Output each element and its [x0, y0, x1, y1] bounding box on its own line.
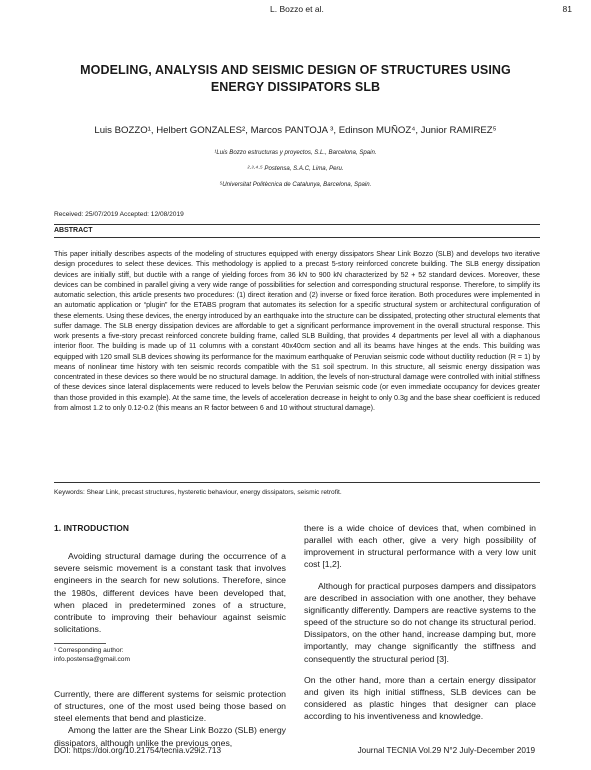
journal-citation: Journal TECNIA Vol.29 N°2 July-December 2019 — [357, 746, 535, 755]
right-paragraph-1: there is a wide choice of devices that, when combined in parallel with each other, give a very high possibility of improvement in structural performance with a very low unit cost [1,2]. — [304, 523, 536, 570]
divider — [54, 237, 540, 238]
left-column-bottom — [54, 688, 286, 749]
page-number: 81 — [562, 4, 572, 14]
paper-title — [30, 62, 561, 96]
left-column-top — [54, 522, 286, 664]
divider — [54, 482, 540, 483]
page-footer — [0, 746, 591, 760]
affiliation-3: ⁵Universitat Politècnica de Catalunya, Barcelona, Spain. — [219, 181, 372, 188]
affiliation-1: ¹Luis Bozzo estructuras y proyectos, S.L., Barcelona, Spain. — [214, 149, 377, 156]
running-head — [0, 4, 591, 18]
footnote-rule — [54, 643, 106, 644]
abstract-text — [54, 249, 540, 413]
keywords: Keywords: Shear Link, precast structures, hysteretic behaviour, energy dissipators, seismic retrofit. — [54, 489, 342, 496]
intro-paragraph-1: Avoiding structural damage during the occurrence of a severe seismic movement is a constant task that involves engineers in the search for new solutions. Therefore, since the 1980s, different devices have been developed that, when placed in predetermined zones of a structure, contribute to improving their behaviour against seismic solicitations. — [54, 551, 286, 635]
intro-paragraph-2: Currently, there are different systems for seismic protection of structures, one of the most used being those based on steel elements that bend and plasticize. — [54, 689, 286, 724]
received-accepted-dates: Received: 25/07/2019 Accepted: 12/08/2019 — [54, 211, 184, 218]
divider — [54, 224, 540, 225]
right-column — [304, 522, 536, 722]
paper-title-line-1: MODELING, ANALYSIS AND SEISMIC DESIGN OF STRUCTURES USING — [80, 63, 511, 77]
abstract-heading: ABSTRACT — [54, 227, 93, 234]
doi-link[interactable]: DOI: https://doi.org/10.21754/tecnia.v29i2.713 — [54, 746, 222, 755]
author-list: Luis BOZZO¹, Helbert GONZALES², Marcos PANTOJA ³, Edinson MUÑOZ⁴, Junior RAMIREZ⁵ — [94, 125, 497, 136]
footnote-text: ¹ Corresponding author: info.postensa@gmail.com — [54, 647, 130, 664]
paper-title-line-2: ENERGY DISSIPATORS SLB — [210, 80, 381, 94]
abstract-paragraph: This paper initially describes aspects of the modeling of structures equipped with energy dissipators Shear Link Bozzo (SLB) and develops two iterative design procedures to select these devices. This methodology is applied to a precast 5-story reinforced concrete building. The SLB energy dissipation devices are initially stiff, but ductile with a range of yielding forces from 36 kN to 900 kN characterized by 52 + 52 standard devices. Moreover, these devices can be combined in parallel giving a very wide range of possibilities for selection and corresponding structural response. Therefore, to simplify its automatic selection, this article presents two procedures: (1) direct iteration and (2) inverse or fixed force iteration. Both procedures were implemented in an automatic application or “plugin” for the ETABS program that automates its selection for a specific structural system or architectural configuration of these elements. Using these devices, the energy introduced by an earthquake into the structure can be dissipated, protecting other structural elements that suffer damage. The SLB energy dissipation devices are affordable to get a significant performance improvement in the overall structural response. This work presents a five-story precast reinforced concrete building frame, called SLB Building, that provides 4 departments per level all with a diaphanous interior floor. The building is made up of 11 columns with a constant 40x40cm section and all its beams have hinges at the ends. This building was equipped with 120 small SLB devices showing its performance for the maximum earthquake of Peruvian seismic code without ductility reduction (R = 1) by means of nonlinear time history with ten seismic records compatible with the S1 soil spectrum. In this structure, all seismic energy dissipation was concentrated in these devices so there would be no structural damage. In addition, the levels of non-structural damage were controlled with initial stiffness of these devices since lateral displacements were reduced to levels below the Peruvian seismic code (or even immediate occupancy for devices greater than those provided in this example). At the same time, the levels of acceleration decrease in height to only 0.3g and the base shear coefficient is reduced from almost 1.2 to only 0.12-0.2 (this means an R factor between 6 and 10 without structural damage). — [54, 250, 540, 412]
introduction-heading: 1. INTRODUCTION — [54, 523, 130, 533]
right-paragraph-2: Although for practical purposes dampers and dissipators are described in association with one another, they behave significantly differently. Dampers are reactive systems to the speed of the structure so do not change its structural period. Dissipators, on the other hand, increase damping but, more importantly, may change significantly the stiffness and consequently the structural period [3]. — [304, 580, 536, 664]
footnote-corresponding-author — [54, 646, 286, 664]
affiliation-2: ²·³·⁴·⁵ Postensa, S.A.C, Lima, Peru. — [247, 165, 344, 172]
intro-paragraph-3: Among the latter are the Shear Link Bozzo (SLB) energy dissipators, although unlike the previous ones, — [54, 725, 286, 748]
running-head-authors: L. Bozzo et al. — [270, 4, 324, 14]
right-paragraph-3: On the other hand, more than a certain energy dissipator and given its high initial stiffness, SLB devices can be considered as plastic hinges that designer can place according to his inventiveness and knowledge. — [304, 674, 536, 722]
